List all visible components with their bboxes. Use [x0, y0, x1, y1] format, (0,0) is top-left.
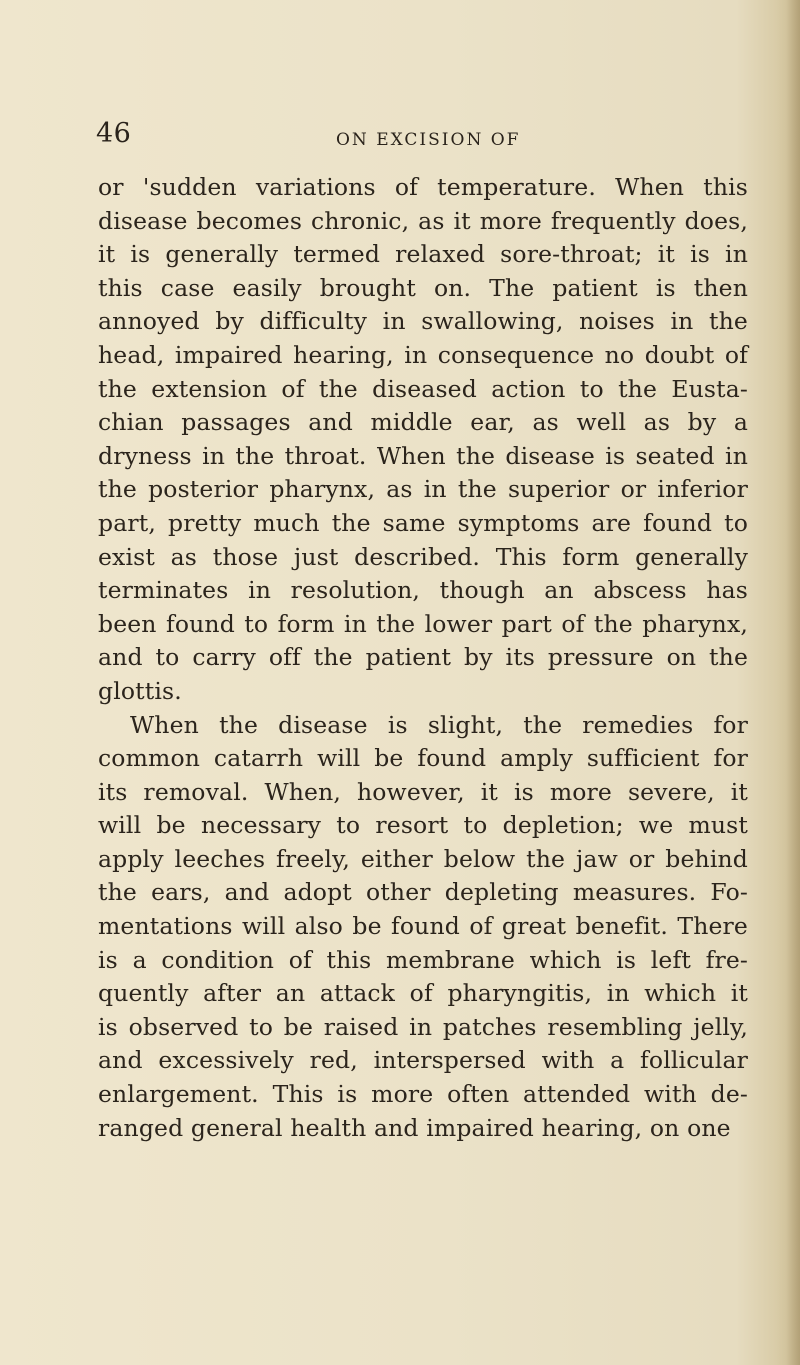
page-edge-shadow — [786, 0, 800, 1365]
text-line: enlargement. This is more often attended with de- — [98, 1080, 748, 1109]
text-line: quently after an attack of pharyngitis, in which it — [98, 979, 748, 1008]
text-line: been found to form in the lower part of the pharynx, — [98, 609, 748, 638]
text-line: its removal. When, however, it is more severe, it — [98, 777, 748, 806]
text-line: annoyed by difficulty in swallowing, noises in the — [98, 307, 748, 336]
text-line: is a condition of this membrane which is left fre- — [98, 945, 748, 974]
text-line: head, impaired hearing, in consequence no doubt of — [98, 340, 748, 369]
text-line: the ears, and adopt other depleting measures. Fo- — [98, 878, 748, 907]
text-line: this case easily brought on. The patient is then — [98, 273, 748, 302]
page-header — [0, 118, 800, 158]
text-line: the posterior pharynx, as in the superior or inferior — [98, 475, 748, 504]
body-text — [98, 171, 748, 1145]
page-number: 46 — [96, 118, 132, 149]
text-line: terminates in resolution, though an abscess has — [98, 576, 748, 605]
text-line: the extension of the diseased action to the Eusta- — [98, 374, 748, 403]
text-line: it is generally termed relaxed sore-throat; it is in — [98, 240, 748, 269]
text-line: common catarrh will be found amply sufficient for — [98, 744, 748, 773]
text-line: mentations will also be found of great benefit. There — [98, 912, 748, 941]
running-head: ON EXCISION OF — [336, 130, 521, 150]
text-line: and to carry off the patient by its pressure on the — [98, 643, 748, 672]
text-line: will be necessary to resort to depletion; we must — [98, 811, 748, 840]
text-line: or 'sudden variations of temperature. When this — [98, 173, 748, 201]
text-line: glottis. — [98, 676, 182, 705]
text-line: apply leeches freely, either below the jaw or behind — [98, 844, 748, 873]
text-line: and excessively red, interspersed with a follicular — [98, 1046, 748, 1075]
text-line: When the disease is slight, the remedies for — [130, 710, 748, 739]
text-line: part, pretty much the same symptoms are found to — [98, 508, 748, 537]
text-line: ranged general health and impaired hearing, on one — [98, 1113, 731, 1142]
text-line: is observed to be raised in patches resembling jelly, — [98, 1012, 748, 1041]
text-line: exist as those just described. This form generally — [98, 542, 748, 571]
text-line: dryness in the throat. When the disease is seated in — [98, 441, 748, 470]
text-line: chian passages and middle ear, as well as by a — [98, 408, 748, 437]
text-line: disease becomes chronic, as it more frequently does, — [98, 206, 748, 235]
